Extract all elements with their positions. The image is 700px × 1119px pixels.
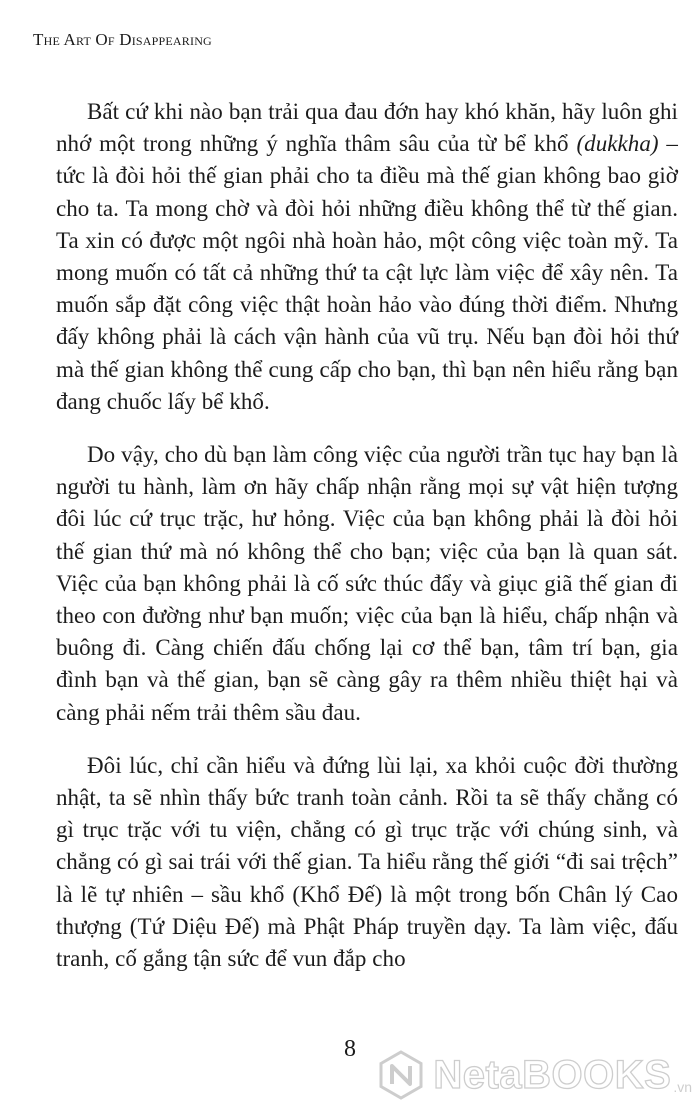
neta-logo-icon	[375, 1049, 427, 1101]
paragraph-1-before: Bất cứ khi nào bạn trải qua đau đớn hay khó khăn, hãy luôn ghi nhớ một trong những ý nghĩa thâm sâu của từ bể khổ	[56, 99, 678, 157]
watermark-suffix: .vn	[673, 1079, 692, 1095]
body-text	[56, 96, 678, 975]
paragraph-1-after: – tức là đòi hỏi thế gian phải cho ta điều mà thế gian không bao giờ cho ta. Ta mong chờ và đòi hỏi những điều không thể từ thế gian. Ta xin có được một ngôi nhà hoàn hảo, một công việc toàn mỹ. Ta mong muốn có tất cả những thứ ta cật lực làm việc để xây nên. Ta muốn sắp đặt công việc thật hoàn hảo vào đúng thời điểm. Nhưng đấy không phải là cách vận hành của vũ trụ. Nếu bạn đòi hỏi thứ mà thế gian không thể cung cấp cho bạn, thì bạn nên hiểu rằng bạn đang chuốc lấy bể khổ.	[56, 131, 678, 414]
watermark-brand: NetaBOOKS	[433, 1052, 672, 1097]
page-number: 8	[344, 1036, 356, 1062]
paragraph-1-italic-term: (dukkha)	[576, 131, 659, 157]
running-header: The Art Of Disappearing	[33, 30, 212, 49]
watermark	[375, 1049, 692, 1101]
paragraph-2: Do vậy, cho dù bạn làm công việc của người trần tục hay bạn là người tu hành, làm ơn hãy chấp nhận rằng mọi sự vật hiện tượng đôi lúc cứ trục trặc, hư hỏng. Việc của bạn không phải là đòi hỏi thế gian thứ mà nó không thể cho bạn; việc của bạn là quan sát. Việc của bạn không phải là cố sức thúc đẩy và giục giã thế gian đi theo con đường như bạn muốn; việc của bạn là hiểu, chấp nhận và buông đi. Càng chiến đấu chống lại cơ thể bạn, tâm trí bạn, gia đình bạn và thế gian, bạn sẽ càng gây ra thêm nhiều thiệt hại và càng phải nếm trải thêm sầu đau.	[56, 442, 678, 725]
paragraph-1	[56, 96, 678, 418]
paragraph-3: Đôi lúc, chỉ cần hiểu và đứng lùi lại, xa khỏi cuộc đời thường nhật, ta sẽ nhìn thấy bức tranh toàn cảnh. Rồi ta sẽ thấy chẳng có gì trục trặc với tu viện, chẳng có gì trục trặc với chúng sinh, và chẳng có gì sai trái với thế gian. Ta hiểu rằng thế giới “đi sai trệch” là lẽ tự nhiên – sầu khổ (Khổ Đế) là một trong bốn Chân lý Cao thượng (Tứ Diệu Đế) mà Phật Pháp truyền dạy. Ta làm việc, đấu tranh, cố gắng tận sức để vun đắp cho	[56, 752, 678, 972]
